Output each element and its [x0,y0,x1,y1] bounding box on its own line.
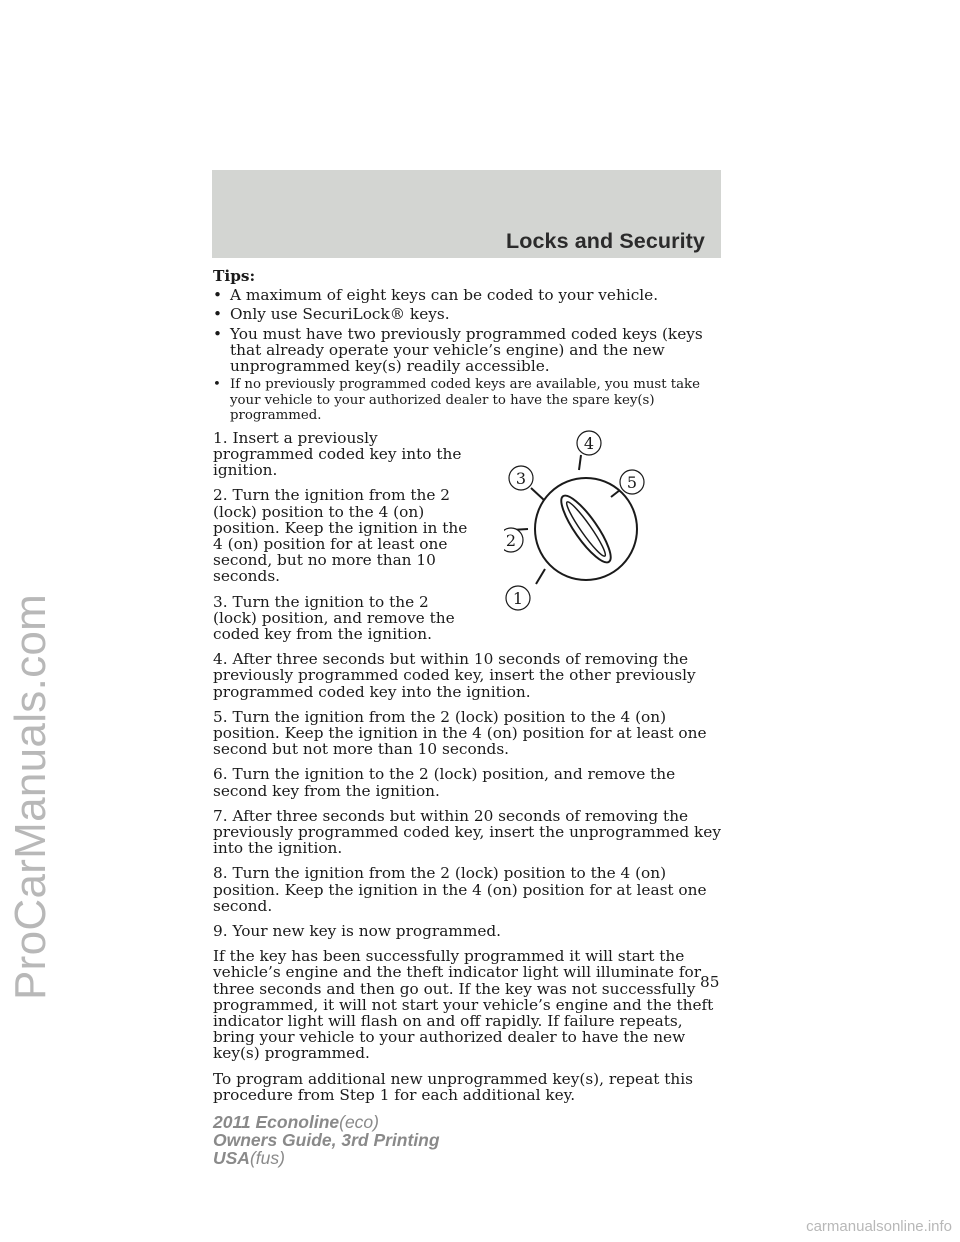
tip-item: • If no previously programmed coded keys are available, you must take your vehicle to your authorized dealer to have the spare key(s) programmed. [213,377,700,424]
steps-with-figure [213,430,723,651]
footer-line-2: Owners Guide, 3rd Printing [213,1130,440,1150]
tips-list [213,287,723,424]
ignition-diagram-svg [504,428,704,618]
position-1-label: 1 [512,588,524,608]
position-4-label: 4 [583,433,595,453]
bullet-icon: • [213,324,223,343]
section-header-band [212,170,721,258]
document-footer [213,1113,440,1167]
additional-keys-paragraph: To program additional new unprogrammed key(s), repeat this procedure from Step 1 for each additional key. [213,1069,693,1104]
tips-heading: Tips: [213,267,256,285]
result-paragraph: If the key has been successfully programmed it will start the vehicle’s engine and the theft indicator light will illuminate for three seconds and then go out. If the key was not successfully programmed, it will not start your vehicle’s engine and the theft indicator light will flash on and off rapidly. If failure repeats, bring your vehicle to your authorized dealer to have the new key(s) programmed. [213,947,714,1063]
tip-item: • Only use SecuriLock® keys. [213,305,450,324]
step-6: 6. Turn the ignition to the 2 (lock) position, and remove the second key from the ignition. [213,765,676,800]
step-1: 1. Insert a previously programmed coded key into the ignition. [213,428,462,480]
tip-item: • You must have two previously programmed coded keys (keys that already operate your vehicle’s engine) and the new unprogrammed key(s) readily accessible. [213,324,703,376]
step-3: 3. Turn the ignition to the 2 (lock) position, and remove the coded key from the ignition. [213,592,455,643]
steps-column [213,430,469,651]
bullet-icon: • [213,305,223,324]
section-title: Locks and Security [506,229,705,253]
site-url-watermark: carmanualsonline.info [806,1218,952,1235]
tip-item: • A maximum of eight keys can be coded to your vehicle. [213,286,659,305]
step-2: 2. Turn the ignition from the 2 (lock) position to the 4 (on) position. Keep the ignition in the 4 (on) position for at least one second, but no more than 10 seconds. [213,486,468,586]
footer-line-3: USA(fus) [213,1148,285,1168]
position-2-label: 2 [505,530,517,550]
footer-line-1: 2011 Econoline(eco) [213,1112,379,1132]
step-7: 7. After three seconds but within 20 seconds of removing the previously programmed coded key, insert the unprogrammed key into the ignition. [213,806,721,858]
watermark-text: ProCarManuals.com [6,593,55,1000]
step-9: 9. Your new key is now programmed. [213,922,502,940]
key-slot-icon [554,490,618,568]
position-1-tick [536,569,545,584]
position-3-tick [531,488,544,500]
position-4-tick [579,455,581,470]
ignition-position-diagram [504,428,704,618]
page-content [213,268,723,1112]
step-5: 5. Turn the ignition from the 2 (lock) position to the 4 (on) position. Keep the ignition in the 4 (on) position for at least one second but not more than 10 seconds. [213,707,707,759]
position-5-tick [611,490,620,497]
step-4: 4. After three seconds but within 10 seconds of removing the previously programmed coded key, insert the other previously programmed coded key into the ignition. [213,650,696,701]
bullet-icon: • [213,377,221,393]
position-3-label: 3 [515,468,527,488]
step-8: 8. Turn the ignition from the 2 (lock) position to the 4 (on) position. Keep the ignition in the 4 (on) position for at least one second. [213,864,707,915]
position-5-label: 5 [626,472,638,492]
bullet-icon: • [213,286,223,305]
page-number: 85 [700,973,720,991]
